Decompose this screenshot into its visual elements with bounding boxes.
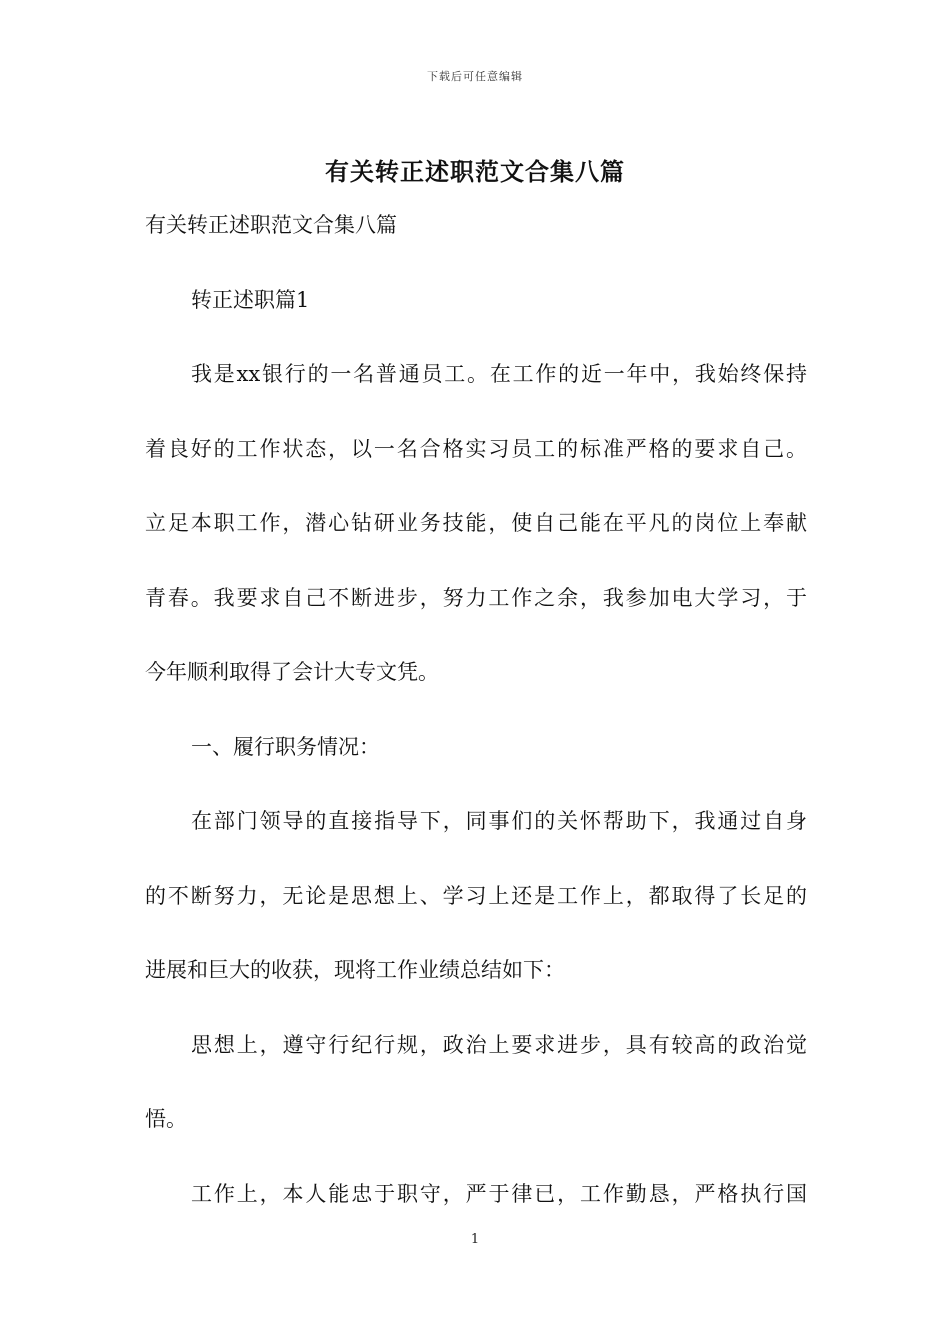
section-heading: 转正述职篇1 (191, 287, 310, 312)
document-title: 有关转正述职范文合集八篇 (325, 157, 625, 186)
header-note: 下载后可任意编辑 (427, 70, 523, 83)
paragraph-line: 工作上，本人能忠于职守，严于律已，工作勤恳，严格执行国 (191, 1181, 807, 1206)
paragraph-line: 我是xx银行的一名普通员工。在工作的近一年中，我始终保持 (191, 362, 807, 386)
document-body (145, 201, 807, 1244)
paragraph-line: 的不断努力，无论是思想上、学习上还是工作上，都取得了长足的 (145, 883, 807, 908)
paragraph-line: 今年顺利取得了会计大专文凭。 (145, 660, 439, 684)
paragraph-line: 立足本职工作，潜心钻研业务技能，使自己能在平凡的岗位上奉献 (145, 511, 807, 535)
paragraph-line: 着良好的工作状态，以一名合格实习员工的标准严格的要求自己。 (145, 436, 807, 461)
paragraph-line: 悟。 (145, 1107, 187, 1131)
paragraph-line: 青春。我要求自己不断进步，努力工作之余，我参加电大学习，于 (145, 585, 807, 610)
section-heading: 一、履行职务情况： (191, 734, 380, 759)
subtitle-line: 有关转正述职范文合集八篇 (145, 213, 397, 237)
paragraph-line: 在部门领导的直接指导下，同事们的关怀帮助下，我通过自身 (191, 809, 807, 833)
page-number: 1 (470, 1232, 480, 1247)
paragraph-line: 进展和巨大的收获，现将工作业绩总结如下： (145, 958, 565, 982)
paragraph-line: 思想上，遵守行纪行规，政治上要求进步，具有较高的政治觉 (191, 1032, 807, 1057)
